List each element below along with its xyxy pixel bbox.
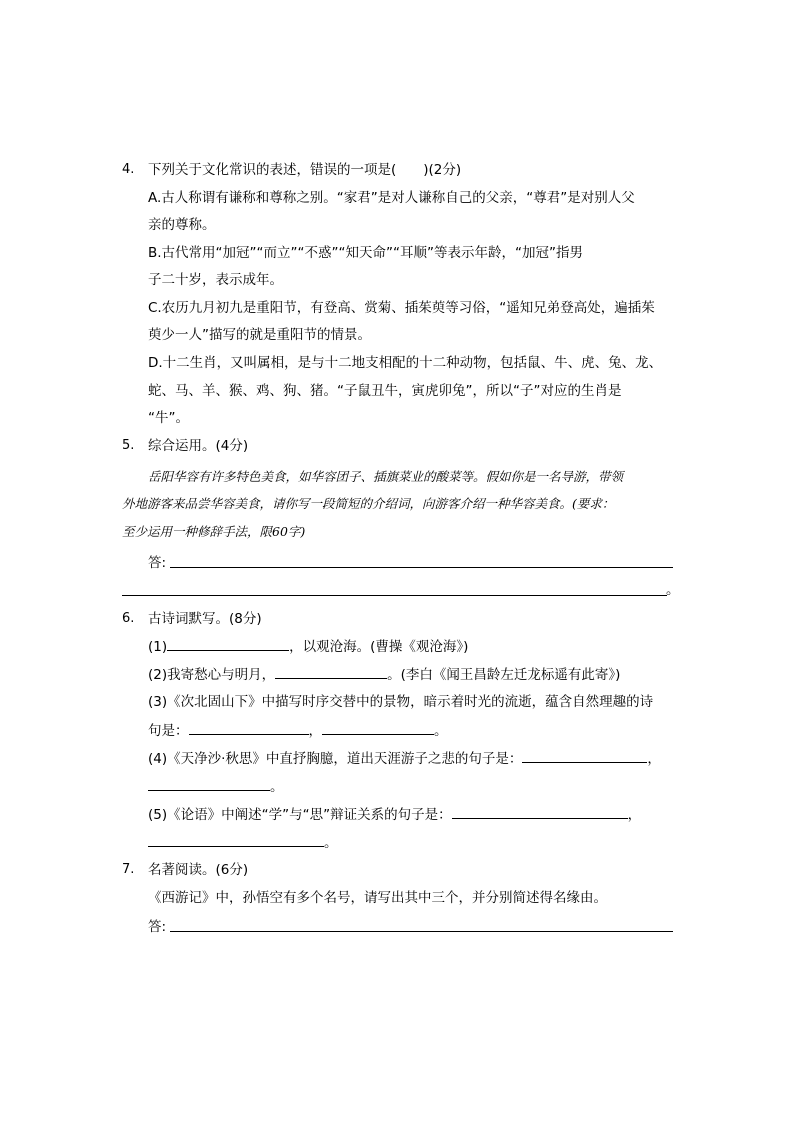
q6-stem: 古诗词默写。(8分)	[148, 611, 262, 627]
q6-item4-period: 。	[270, 779, 284, 795]
q4-stem: 下列关于文化常识的表述，错误的一项是( )(2分)	[148, 162, 462, 178]
q6-item1	[148, 636, 468, 657]
q4-option-d-line1: D.十二生肖，又叫属相，是与十二地支相配的十二种动物，包括鼠、牛、虎、兔、龙、	[148, 355, 663, 371]
q6-item4-blank2[interactable]	[148, 776, 270, 791]
q6-item3-comma: ，	[308, 723, 322, 739]
q6-item4-line2	[148, 776, 284, 797]
q6-item2-blank[interactable]	[275, 664, 387, 679]
q6-item5-line1	[148, 804, 641, 825]
q6-item4-line1	[148, 748, 661, 769]
q6-item4-comma: ，	[647, 751, 661, 767]
q6-item3-blank2[interactable]	[322, 720, 434, 735]
q6-item5-blank2[interactable]	[148, 832, 324, 847]
q4-option-c-line1: C.农历九月初九是重阳节，有登高、赏菊、插茱萸等习俗，“遥知兄弟登高处，遍插茱	[148, 300, 655, 316]
q7-answer-line[interactable]	[170, 931, 673, 932]
q5-answer-period: 。	[666, 582, 680, 598]
q4-option-a-line2: 亲的尊称。	[148, 217, 216, 233]
q6-item1-suffix: ，以观沧海。(曹操《观沧海》)	[289, 639, 469, 655]
q4-option-b-line2: 子二十岁，表示成年。	[148, 272, 283, 288]
q6-item5-line2	[148, 832, 338, 853]
q6-item5-comma: ，	[627, 807, 642, 823]
q6-item3-line2	[148, 720, 448, 741]
q4-option-d-line3: “牛”。	[148, 410, 189, 426]
q6-item3-blank1[interactable]	[189, 720, 309, 735]
q6-item2-prefix: (2)我寄愁心与明月，	[148, 667, 276, 683]
q5-prompt-line2: 外地游客来品尝华容美食，请你写一段简短的介绍词，向游客介绍一种华容美食。(要求：	[122, 496, 615, 511]
q5-answer-label: 答:	[148, 555, 167, 571]
q7-number: 7.	[122, 862, 135, 877]
q5-prompt-line3: 至少运用一种修辞手法，限60字)	[122, 524, 306, 539]
q4-option-a-line1: A.古人称谓有谦称和尊称之别。“家君”是对人谦称自己的父亲，“尊君”是对别人父	[148, 190, 635, 206]
q6-item5-blank1[interactable]	[452, 804, 628, 819]
q6-item3-period: 。	[434, 723, 448, 739]
q7-stem: 名著阅读。(6分)	[148, 862, 249, 878]
q5-answer-line2[interactable]	[122, 595, 667, 596]
q6-item1-prefix: (1)	[148, 639, 168, 655]
q6-item4-prompt: (4)《天净沙·秋思》中直抒胸臆，道出天涯游子之悲的句子是：	[148, 751, 523, 767]
q4-number: 4.	[122, 162, 135, 177]
q6-number: 6.	[122, 611, 135, 626]
q6-item2	[148, 664, 620, 685]
q5-number: 5.	[122, 438, 135, 453]
q4-option-d-line2: 蛇、马、羊、猴、鸡、狗、猪。“子鼠丑牛，寅虎卯兔”，所以“子”对应的生肖是	[148, 383, 622, 399]
q6-item5-period: 。	[324, 835, 338, 851]
q6-item5-prompt: (5)《论语》中阐述“学”与“思”辩证关系的句子是：	[148, 807, 452, 823]
q6-item2-suffix: 。(李白《闻王昌龄左迁龙标遥有此寄》)	[387, 667, 621, 683]
q6-item3-line1: (3)《次北固山下》中描写时序交替中的景物，暗示着时光的流逝，蕴含自然理趣的诗	[148, 694, 654, 710]
q5-prompt-line1: 岳阳华容有许多特色美食，如华容团子、插旗菜业的酸菜等。假如你是一名导游，带领	[148, 469, 624, 484]
q6-item4-blank1[interactable]	[522, 748, 647, 763]
q7-prompt: 《西游记》中，孙悟空有多个名号，请写出其中三个，并分别简述得名缘由。	[148, 890, 607, 906]
q4-option-b-line1: B.古代常用“加冠”“而立”“不惑”“知天命”“耳顺”等表示年龄，“加冠”指男	[148, 245, 583, 261]
q6-item1-blank[interactable]	[167, 636, 289, 651]
q6-item3-prefix: 句是：	[148, 723, 189, 739]
q7-answer-label: 答:	[148, 919, 167, 935]
q5-answer-line1[interactable]	[170, 567, 673, 568]
q5-stem: 综合运用。(4分)	[148, 438, 249, 454]
q4-option-c-line2: 萸少一人”描写的就是重阳节的情景。	[148, 327, 371, 343]
